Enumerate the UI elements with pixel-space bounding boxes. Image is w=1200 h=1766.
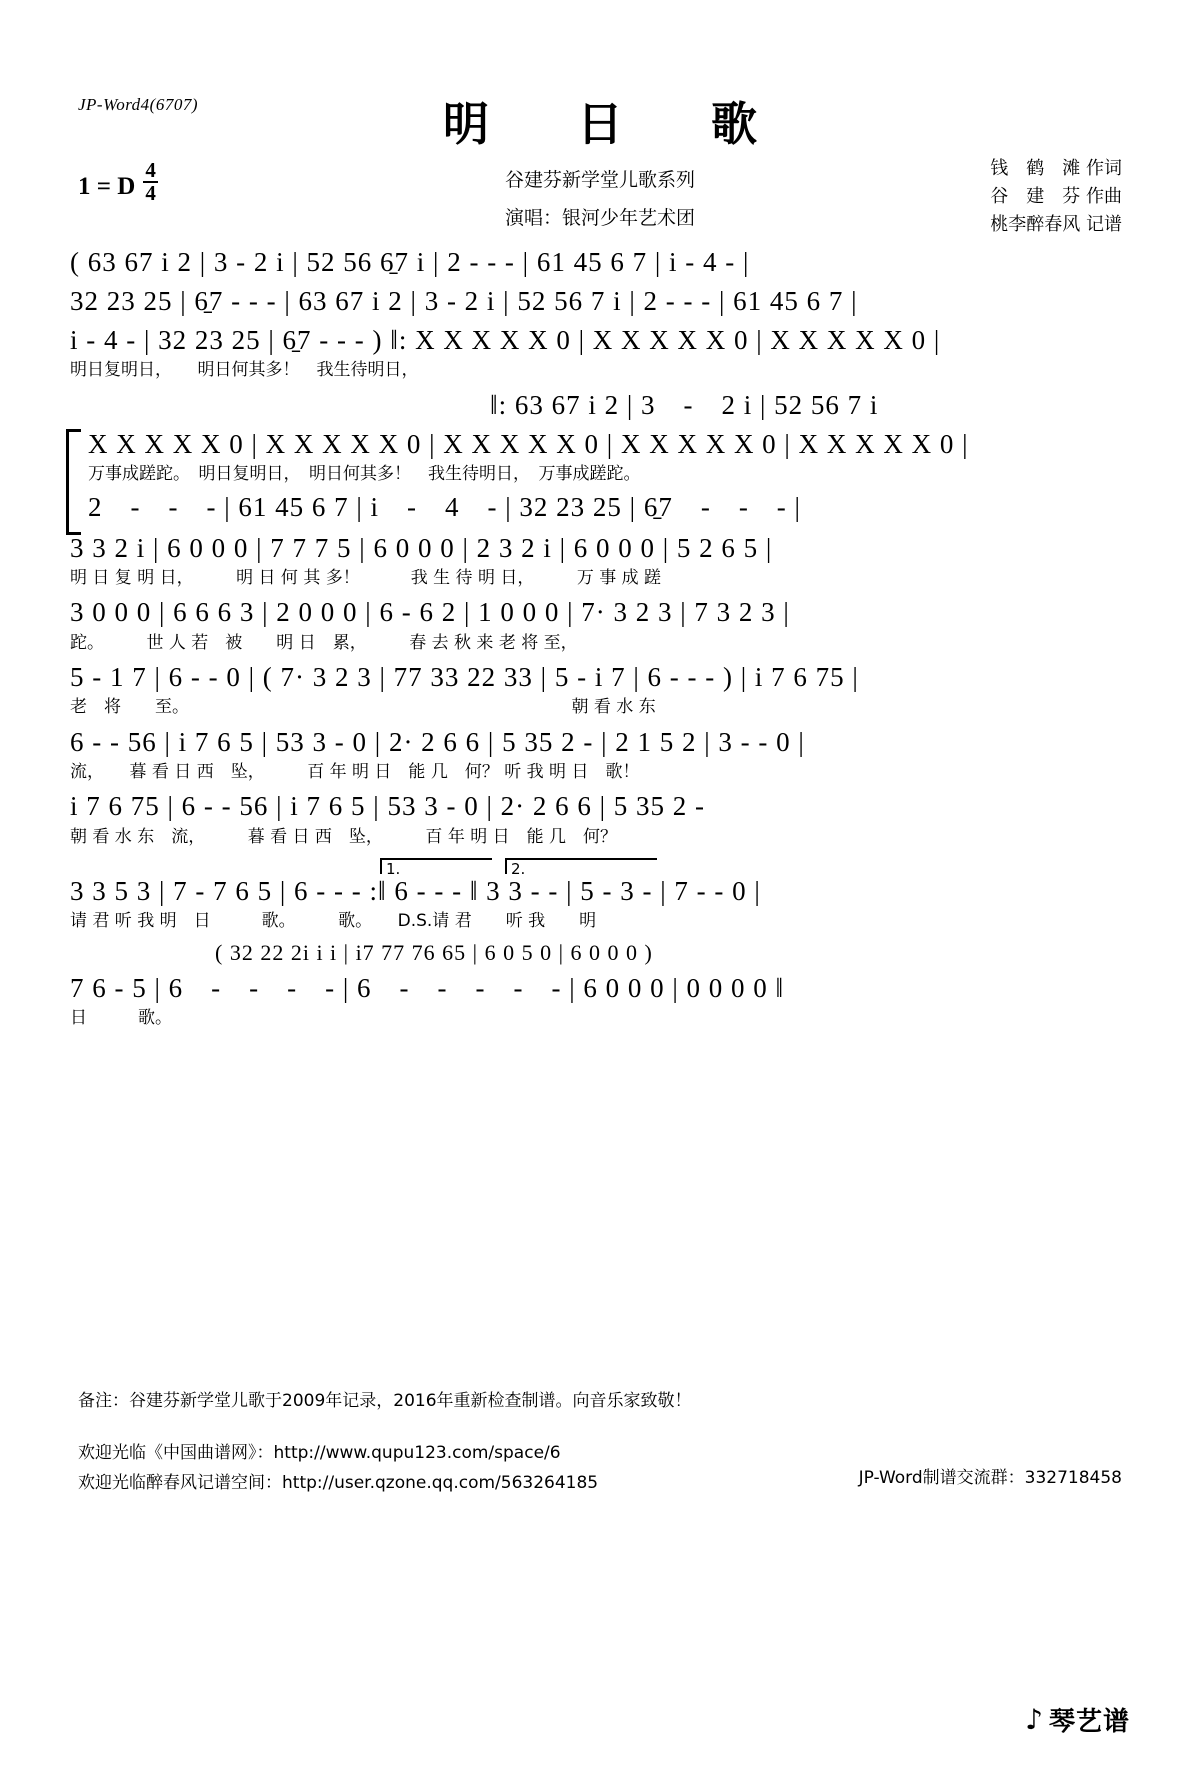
credit-composer: 谷 建 芬 作曲 [990, 185, 1122, 207]
notation-row: 3 3 5 3 | 7 - 7 6 5 | 6 - - - :‖ 6 - - - ‖ 3 3 - - | 5 - 3 - | 7 - - 0 | [70, 876, 761, 907]
lyric-row: 万事成蹉跎。 明日复明日， 明日何其多！ 我生待明日， 万事成蹉跎。 [88, 464, 641, 485]
score-line [70, 282, 1130, 321]
document-code: JP-Word4(6707) [78, 95, 198, 114]
subtitle-performer: 演唱：银河少年艺术团 [504, 207, 695, 229]
lyric-row: 朝 看 水 东 流， 暮 看 日 西 坠， 百 年 明 日 能 几 何？ [70, 826, 618, 847]
lyric-row: 明日复明日， 明日何其多！ 我生待明日， [70, 360, 419, 381]
notation-row: ( 32 22 2i i i | i7 77 76 65 | 6 0 5 0 | 6 0 0 0 ) [215, 939, 653, 965]
subtitle-series: 谷建芬新学堂儿歌系列 [504, 169, 695, 191]
lyric-row: 日 歌。 [70, 1007, 172, 1028]
link-qzone[interactable]: 欢迎光临醉春风记谱空间：http://user.qzone.qq.com/563264185 [78, 1473, 599, 1493]
score-line-endings [70, 852, 1130, 935]
key-signature [78, 160, 158, 204]
notation-row: 5 - 1 7 | 6 - - 0 | ( 7· 3 2 3 | 77 33 22 33 | 5 - i 7 | 6 - - - ) | i 7 6 75 | [70, 662, 859, 693]
credit-lyricist: 钱 鹤 滩 作词 [990, 158, 1122, 179]
score-line [70, 321, 1130, 384]
footnote: 备注：谷建芬新学堂儿歌于2009年记录，2016年重新检查制谱。向音乐家致敬！ [78, 1391, 692, 1411]
score-line [70, 529, 1130, 592]
score-line [70, 658, 1130, 721]
lyric-row: 跎。 世 人 若 被 明 日 累， 春 去 秋 来 老 将 至， [70, 632, 578, 653]
credits [990, 155, 1122, 239]
first-ending-bracket [380, 858, 492, 879]
key-text: 1 = D [78, 173, 136, 200]
lyric-row: 请 君 听 我 明 日 歌。 歌。 D.S.请 君 听 我 明 [70, 911, 597, 932]
second-ending-bracket [505, 858, 657, 879]
first-ending-label: 1. [386, 860, 401, 879]
score-line [70, 787, 1130, 850]
lyric-row: 老 将 至。 朝 看 水 东 [70, 697, 656, 718]
score-line [70, 243, 1130, 282]
time-signature: $\frac{4}{4}$ [145, 158, 156, 205]
logo-text: 琴艺谱 [1048, 1707, 1130, 1737]
notation-row: 3 3 2 i | 6 0 0 0 | 7 7 7 5 | 6 0 0 0 | 2 3 2 i | 6 0 0 0 | 5 2 6 5 | [70, 532, 773, 563]
second-ending-label: 2. [511, 860, 526, 879]
qq-group: JP-Word制谱交流群：332718458 [858, 1468, 1122, 1488]
notation-row: X X X X X 0 | X X X X X 0 | X X X X X 0 | X X X X X 0 | X X X X X 0 | [88, 429, 969, 460]
lyric-row: 明 日 复 明 日， 明 日 何 其 多！ 我 生 待 明 日， 万 事 成 蹉 [70, 567, 662, 588]
notation-row: ( 63 67 i 2 | 3 - 2 i | 52 56 6̱7 i | 2 - - - | 61 45 6 7 | i - 4 - | [70, 247, 750, 277]
notation-row: i 7 6 75 | 6 - - 56 | i 7 6 5 | 53 3 - 0 | 2· 2 6 6 | 5 35 2 - [70, 791, 705, 822]
score-line [70, 593, 1130, 656]
score-line [70, 723, 1130, 786]
notation-row: 3 0 0 0 | 6 6 6 3 | 2 0 0 0 | 6 - 6 2 | 1 0 0 0 | 7· 3 2 3 | 7 3 2 3 | [70, 597, 790, 628]
page-title: 明 日 歌 [442, 97, 794, 151]
link-qupu[interactable]: 欢迎光临《中国曲谱网》：http://www.qupu123.com/space/6 [78, 1443, 561, 1463]
score-line [70, 937, 1130, 1032]
credit-notator: 桃李醉春风 记谱 [990, 213, 1122, 235]
notation-row: ‖: 63 67 i 2 | 3 - 2 i | 52 56 7 i [490, 389, 879, 420]
site-logo [1025, 1701, 1130, 1738]
logo-mark-icon: ♪ [1025, 1703, 1043, 1736]
score-line [70, 386, 1130, 425]
notation-row: 6 - - 56 | i 7 6 5 | 53 3 - 0 | 2· 2 6 6 | 5 35 2 - | 2 1 5 2 | 3 - - 0 | [70, 726, 805, 757]
score-body [70, 243, 1130, 1033]
notation-row: 2 - - - | 61 45 6 7 | i - 4 - | 32 23 25 | 6̱7 - - - | [88, 491, 801, 522]
system-bracket [66, 429, 81, 535]
score-line-bracketed [70, 425, 1130, 527]
notation-row: 32 23 25 | 6̱7 - - - | 63 67 i 2 | 3 - 2 i | 52 56 7 i | 2 - - - | 61 45 6 7 | [70, 286, 858, 317]
notation-row: i - 4 - | 32 23 25 | 6̱7 - - - ) ‖: X X X X X 0 | X X X X X 0 | X X X X X 0 | [70, 325, 941, 356]
lyric-row: 流， 暮 看 日 西 坠， 百 年 明 日 能 几 何？ 听 我 明 日 歌！ [70, 761, 640, 782]
notation-row: 7 6 - 5 | 6 - - - - | 6 - - - - - | 6 0 0 0 | 0 0 0 0 ‖ [70, 972, 785, 1003]
